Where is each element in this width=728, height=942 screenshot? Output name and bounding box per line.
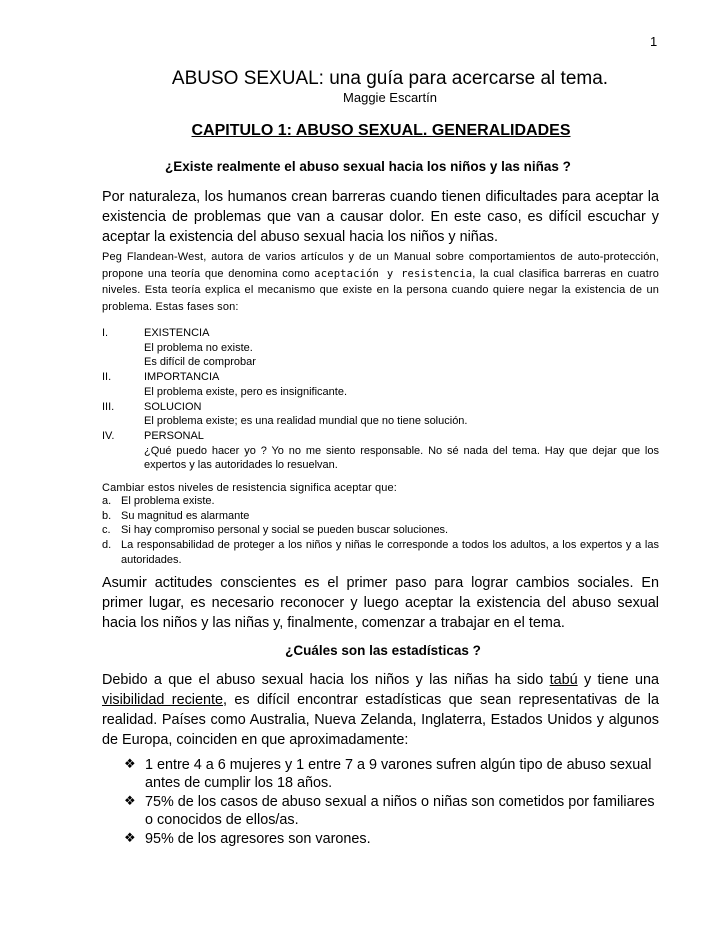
level-number: IV. xyxy=(102,429,115,442)
diamond-bullet-icon: ❖ xyxy=(124,794,136,809)
paragraph-statistics xyxy=(102,670,659,750)
theory-name-emphasis: aceptación y resistencia xyxy=(314,267,473,280)
statistic-item xyxy=(124,793,659,829)
level-detail: Es difícil de comprobar xyxy=(144,356,256,369)
section-question-statistics: ¿Cuáles son las estadísticas ? xyxy=(285,643,481,658)
level-number: III. xyxy=(102,400,115,413)
statistic-item xyxy=(124,830,659,848)
conditions-intro: Cambiar estos niveles de resistencia significa aceptar que: xyxy=(102,482,397,494)
level-number: II. xyxy=(102,371,112,384)
condition-letter: d. xyxy=(102,539,112,552)
condition-item xyxy=(102,509,659,524)
level-item xyxy=(102,429,659,473)
level-name: IMPORTANCIA xyxy=(144,371,220,384)
paragraph-barriers: Por naturaleza, los humanos crean barreras cuando tienen dificultades para aceptar la existencia de problemas que van a causar dolor. En este caso, es difícil escuchar y aceptar la existencia del abuso sexual hacia los niños y niñas. xyxy=(102,189,659,245)
condition-item xyxy=(102,494,659,509)
condition-text: Si hay compromiso personal y social se pueden buscar soluciones. xyxy=(121,524,449,537)
paragraph-awareness: Asumir actitudes conscientes es el primer paso para lograr cambios sociales. En primer lugar, es necesario reconocer y luego aceptar la existencia del abuso sexual hacia los niños y las niñas y, finalmente, comenzar a trabajar en el tema. xyxy=(102,575,659,631)
statistic-text: 1 entre 4 a 6 mujeres y 1 entre 7 a 9 varones sufren algún tipo de abuso sexual antes de cumplir los 18 años. xyxy=(145,757,652,791)
diamond-bullet-icon: ❖ xyxy=(124,831,136,846)
section-question-existence: ¿Existe realmente el abuso sexual hacia los niños y las niñas ? xyxy=(165,159,571,174)
level-item xyxy=(102,326,659,370)
document-author: Maggie Escartín xyxy=(343,90,437,105)
condition-text: La responsabilidad de proteger a los niños y niñas le corresponde a todos los adultos, a los expertos y a las autoridades. xyxy=(121,539,659,566)
conditions-list xyxy=(102,494,659,568)
condition-text: Su magnitud es alarmante xyxy=(121,509,250,522)
level-detail: El problema existe, pero es insignificante. xyxy=(144,385,347,398)
condition-item xyxy=(102,523,659,538)
level-detail: El problema existe; es una realidad mundial que no tiene solución. xyxy=(144,415,468,428)
paragraph-theory xyxy=(102,249,659,315)
level-number: I. xyxy=(102,327,109,339)
condition-letter: a. xyxy=(102,495,112,507)
level-name: SOLUCION xyxy=(144,400,202,413)
underlined-taboo: tabú xyxy=(549,672,578,688)
page-number: 1 xyxy=(650,34,658,49)
level-name: PERSONAL xyxy=(144,429,204,442)
statistic-text: 75% de los casos de abuso sexual a niños o niñas son cometidos por familiares o conocidos de ellos/as. xyxy=(145,794,655,828)
paragraph-statistics-text-3: , es difícil encontrar estadísticas que sean representativas de la realidad. Países como Australia, Nueva Zelanda, Inglaterra, Estados Unidos y algunos de Europa, coinciden en que aproximadamente: xyxy=(102,692,660,748)
paragraph-statistics-text-1: Debido a que el abuso sexual hacia los niños y las niñas ha sido xyxy=(102,672,550,688)
document-title: ABUSO SEXUAL: una guía para acercarse al tema. xyxy=(171,68,609,89)
level-item xyxy=(102,400,659,429)
paragraph-statistics-text-2: y tiene una xyxy=(577,672,660,688)
condition-item xyxy=(102,538,659,567)
resistance-levels-list xyxy=(102,326,659,473)
condition-letter: c. xyxy=(102,524,111,537)
underlined-visibility: visibilidad reciente xyxy=(102,692,223,708)
statistic-item xyxy=(124,756,659,792)
diamond-bullet-icon: ❖ xyxy=(124,757,136,772)
statistic-text: 95% de los agresores son varones. xyxy=(145,831,371,847)
level-detail: ¿Qué puedo hacer yo ? Yo no me siento responsable. No sé nada del tema. Hay que dejar que los expertos y las autoridades lo resuelvan. xyxy=(144,444,659,472)
condition-letter: b. xyxy=(102,509,112,522)
chapter-title: CAPITULO 1: ABUSO SEXUAL. GENERALIDADES xyxy=(191,122,571,139)
paragraph-theory-text-1: Peg Flandean-West, autora de varios artículos y de un Manual sobre comportamientos de auto-protección, propone una teoría que denomina como xyxy=(102,251,659,280)
condition-text: El problema existe. xyxy=(121,495,215,507)
level-item xyxy=(102,370,659,399)
statistics-list xyxy=(124,756,659,849)
level-detail: El problema no existe. xyxy=(144,341,253,354)
level-name: EXISTENCIA xyxy=(144,327,210,339)
paragraph-theory-text-2: , la cual clasifica barreras en cuatro niveles. Esta teoría explica el mecanismo que existe en la persona cuando quiere negar la existencia de un problema. Estas fases son: xyxy=(102,267,659,313)
